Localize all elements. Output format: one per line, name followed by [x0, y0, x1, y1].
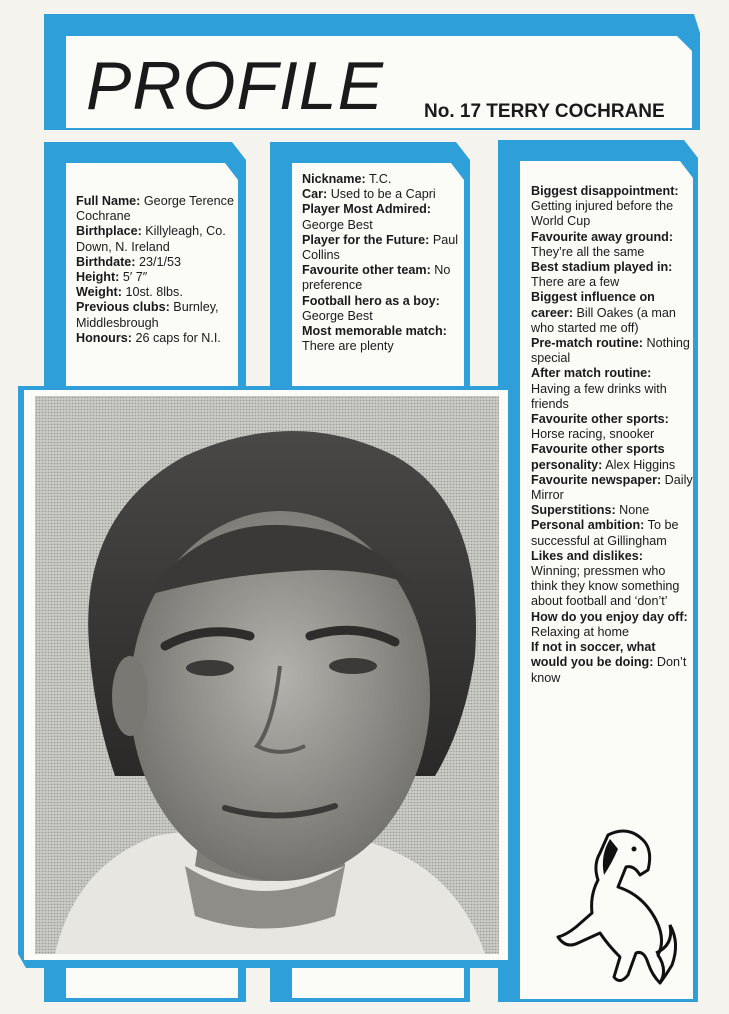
profile-entry-most-memorable-match: Most memorable match: There are plenty	[302, 324, 447, 354]
profile-entry-player-for-future: Player for the Future: Paul Collins	[302, 232, 459, 263]
profile-entry-biggest-disappointment: Biggest disappointment: Getting injured before the World Cup	[531, 184, 679, 229]
profile-entry-superstitions: Superstitions: None	[531, 503, 650, 518]
profile-entry-honours: Honours: 26 caps for N.I.	[76, 330, 221, 345]
profile-entry-day-off: How do you enjoy day off: Relaxing at home	[531, 609, 688, 639]
profile-entry-car: Car: Used to be a Capri	[302, 187, 436, 202]
rearing-horse-logo-icon	[548, 825, 682, 987]
profile-entry-pre-match-routine: Pre-match routine: Nothing special	[531, 336, 690, 366]
profile-entry-favourite-other-sports: Favourite other sports: Horse racing, snooker	[531, 412, 669, 442]
profile-entry-if-not-soccer: If not in soccer, what would you be doing: Don’t know	[531, 640, 687, 685]
column2-text	[302, 172, 462, 354]
profile-entry-nickname: Nickname: T.C.	[302, 172, 392, 186]
profile-entry-favourite-other-team: Favourite other team: No preference	[302, 263, 451, 293]
profile-entry-favourite-newspaper: Favourite newspaper: Daily Mirror	[531, 472, 693, 503]
profile-entry-height: Height: 5′ 7″	[76, 270, 148, 285]
profile-entry-likes-dislikes: Likes and dislikes: Winning; pressmen who think they know something about football and ‘don’t’	[531, 548, 680, 609]
profile-entry-favourite-away-ground: Favourite away ground: They’re all the same	[531, 229, 674, 259]
profile-entry-weight: Weight: 10st. 8lbs.	[76, 285, 183, 300]
profile-entry-previous-clubs: Previous clubs: Burnley, Middlesbrough	[76, 300, 219, 330]
profile-entry-birthdate: Birthdate: 23/1/53	[76, 254, 182, 269]
profile-entry-football-hero: Football hero as a boy: George Best	[302, 293, 440, 323]
profile-entry-best-stadium: Best stadium played in: There are a few	[531, 260, 673, 290]
column1-text	[76, 194, 238, 346]
page-title: PROFILE	[86, 48, 384, 124]
profile-entry-birthplace: Birthplace: Killyleagh, Co. Down, N. Ireland	[76, 224, 226, 254]
player-portrait-photo	[35, 396, 499, 954]
page-subtitle: No. 17 TERRY COCHRANE	[424, 101, 665, 122]
profile-entry-full-name: Full Name: George Terence Cochrane	[76, 194, 234, 224]
profile-entry-biggest-influence: Biggest influence on career: Bill Oakes (a man who started me off)	[531, 290, 676, 335]
profile-entry-personal-ambition: Personal ambition: To be successful at Gillingham	[531, 518, 679, 548]
profile-entry-after-match-routine: After match routine: Having a few drinks with friends	[531, 366, 667, 411]
profile-entry-player-most-admired: Player Most Admired: George Best	[302, 202, 431, 232]
column3-text	[531, 184, 693, 686]
profile-entry-favourite-sports-personality: Favourite other sports personality: Alex Higgins	[531, 442, 676, 472]
